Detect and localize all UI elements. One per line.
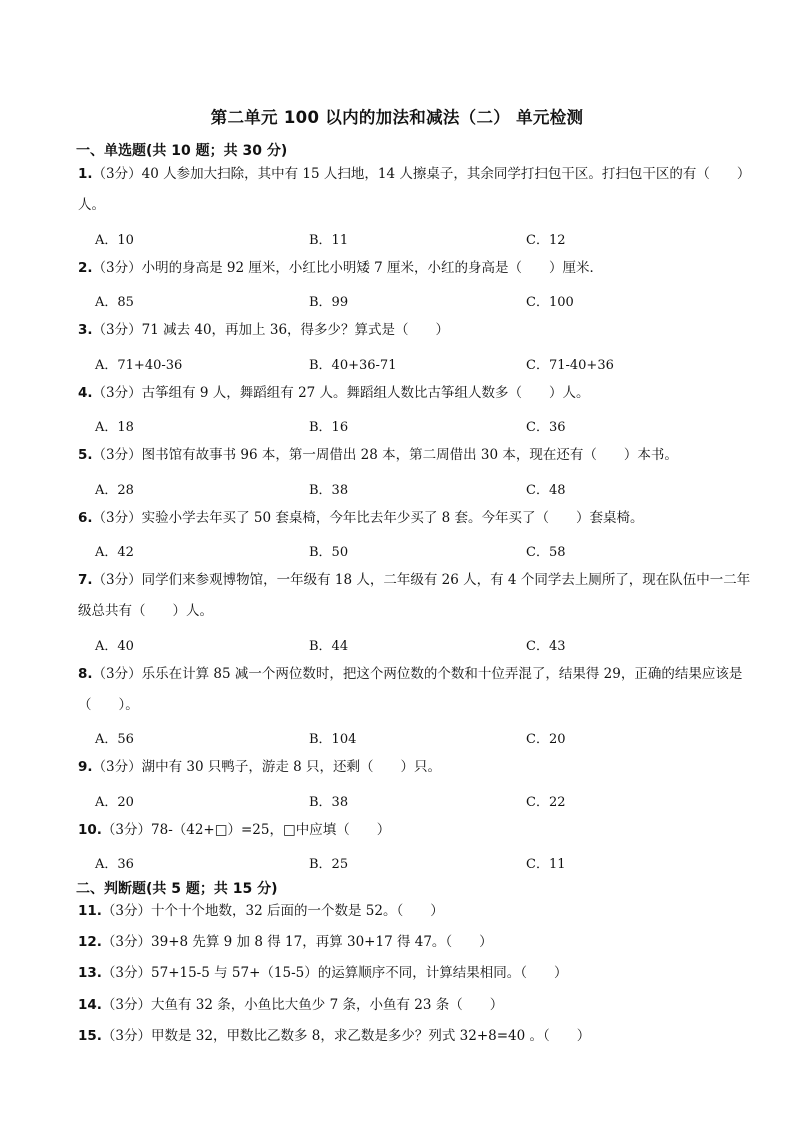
- question-text: （3分）40 人参加大扫除，其中有 15 人扫地，14 人擦桌子，其余同学打扫包干区。打扫包干区的有（ ）人。: [78, 166, 751, 213]
- question-6: [78, 503, 758, 534]
- question-4-options: [95, 416, 755, 440]
- option-a[interactable]: A．18: [95, 420, 134, 435]
- question-text: （3分）39+8 先算 9 加 8 得 17，再算 30+17 得 47。（ ）: [101, 934, 493, 950]
- question-6-options: [95, 541, 755, 565]
- question-13: [78, 958, 758, 989]
- question-text: （3分）乐乐在计算 85 减一个两位数时，把这个两位数的个数和十位弄混了，结果得 29，正确的结果应该是（ ）。: [78, 666, 743, 713]
- option-b[interactable]: B．40+36-71: [309, 358, 397, 373]
- question-12: [78, 927, 758, 958]
- question-14: [78, 990, 758, 1021]
- option-c[interactable]: C．100: [526, 295, 574, 310]
- page-title: 第二单元 100 以内的加法和减法（二） 单元检测: [210, 108, 584, 127]
- question-10-options: [95, 853, 755, 877]
- question-text: （3分）湖中有 30 只鸭子，游走 8 只，还剩（ ）只。: [92, 759, 442, 775]
- option-b[interactable]: B．38: [309, 483, 349, 498]
- question-8-options: [95, 728, 755, 752]
- question-3: [78, 315, 758, 346]
- question-number: 9.: [78, 759, 93, 775]
- question-4: [78, 378, 758, 409]
- question-number: 10.: [78, 822, 102, 838]
- option-a[interactable]: A．85: [95, 295, 134, 310]
- question-5-options: [95, 479, 755, 503]
- question-number: 4.: [78, 385, 93, 401]
- question-number: 5.: [78, 447, 93, 463]
- question-8: [78, 659, 758, 721]
- option-c[interactable]: C．43: [526, 639, 566, 654]
- question-number: 7.: [78, 572, 93, 588]
- question-text: （3分）实验小学去年买了 50 套桌椅，今年比去年少买了 8 套。今年买了（ ）套桌椅。: [92, 510, 644, 526]
- option-c[interactable]: C．12: [526, 233, 566, 248]
- question-number: 6.: [78, 510, 93, 526]
- question-text: （3分）图书馆有故事书 96 本，第一周借出 28 本，第二周借出 30 本，现在还有（ ）本书。: [92, 447, 678, 463]
- question-7-options: [95, 635, 755, 659]
- question-number: 8.: [78, 666, 93, 682]
- question-number: 12.: [78, 934, 102, 950]
- question-3-options: [95, 354, 755, 378]
- option-a[interactable]: A．20: [95, 795, 134, 810]
- question-1: [78, 159, 758, 221]
- question-7: [78, 565, 758, 627]
- option-b[interactable]: B．16: [309, 420, 349, 435]
- question-text: （3分）57+15-5 与 57+（15-5）的运算顺序不同，计算结果相同。（ ）: [101, 965, 568, 981]
- question-9: [78, 752, 758, 783]
- option-c[interactable]: C．48: [526, 483, 566, 498]
- option-c[interactable]: C．71-40+36: [526, 358, 614, 373]
- question-number: 14.: [78, 997, 102, 1013]
- question-15: [78, 1021, 758, 1052]
- option-b[interactable]: B．50: [309, 545, 349, 560]
- section-heading-true-false: 二、判断题(共 5 题；共 15 分): [76, 881, 278, 897]
- question-text: （3分）小明的身高是 92 厘米，小红比小明矮 7 厘米，小红的身高是（ ）厘米．: [92, 260, 604, 276]
- question-9-options: [95, 791, 755, 815]
- question-2: [78, 253, 758, 284]
- question-text: （3分）78-（42+□）=25，□中应填（ ）: [101, 822, 391, 838]
- option-b[interactable]: B．11: [309, 233, 349, 248]
- option-c[interactable]: C．58: [526, 545, 566, 560]
- option-a[interactable]: A．36: [95, 857, 134, 872]
- option-a[interactable]: A．10: [95, 233, 134, 248]
- question-number: 13.: [78, 965, 102, 981]
- question-number: 2.: [78, 260, 93, 276]
- question-text: （3分）古筝组有 9 人，舞蹈组有 27 人。舞蹈组人数比古筝组人数多（ ）人。: [92, 385, 590, 401]
- question-number: 11.: [78, 903, 102, 919]
- question-number: 15.: [78, 1028, 102, 1044]
- question-5: [78, 440, 758, 471]
- option-b[interactable]: B．44: [309, 639, 349, 654]
- question-text: （3分）71 减去 40，再加上 36，得多少？算式是（ ）: [92, 322, 450, 338]
- question-11: [78, 896, 758, 927]
- option-b[interactable]: B．25: [309, 857, 349, 872]
- question-text: （3分）十个十个地数，32 后面的一个数是 52。（ ）: [101, 903, 444, 919]
- option-a[interactable]: A．42: [95, 545, 134, 560]
- option-b[interactable]: B．104: [309, 732, 357, 747]
- option-c[interactable]: C．22: [526, 795, 566, 810]
- option-c[interactable]: C．20: [526, 732, 566, 747]
- question-text: （3分）甲数是 32，甲数比乙数多 8，求乙数是多少？列式 32+8=40 。（ ）: [101, 1028, 591, 1044]
- option-b[interactable]: B．38: [309, 795, 349, 810]
- question-text: （3分）大鱼有 32 条，小鱼比大鱼少 7 条，小鱼有 23 条（ ）: [101, 997, 504, 1013]
- option-b[interactable]: B．99: [309, 295, 349, 310]
- section-heading-single-choice: 一、单选题(共 10 题；共 30 分): [76, 143, 288, 159]
- option-a[interactable]: A．71+40-36: [95, 358, 183, 373]
- question-number: 1.: [78, 166, 93, 182]
- option-c[interactable]: C．11: [526, 857, 566, 872]
- question-10: [78, 815, 758, 846]
- question-1-options: [95, 229, 755, 253]
- question-2-options: [95, 291, 755, 315]
- option-a[interactable]: A．40: [95, 639, 134, 654]
- option-a[interactable]: A．56: [95, 732, 134, 747]
- question-text: （3分）同学们来参观博物馆，一年级有 18 人，二年级有 26 人，有 4 个同学去上厕所了，现在队伍中一二年级总共有（ ）人。: [78, 572, 751, 619]
- option-c[interactable]: C．36: [526, 420, 566, 435]
- option-a[interactable]: A．28: [95, 483, 134, 498]
- question-number: 3.: [78, 322, 93, 338]
